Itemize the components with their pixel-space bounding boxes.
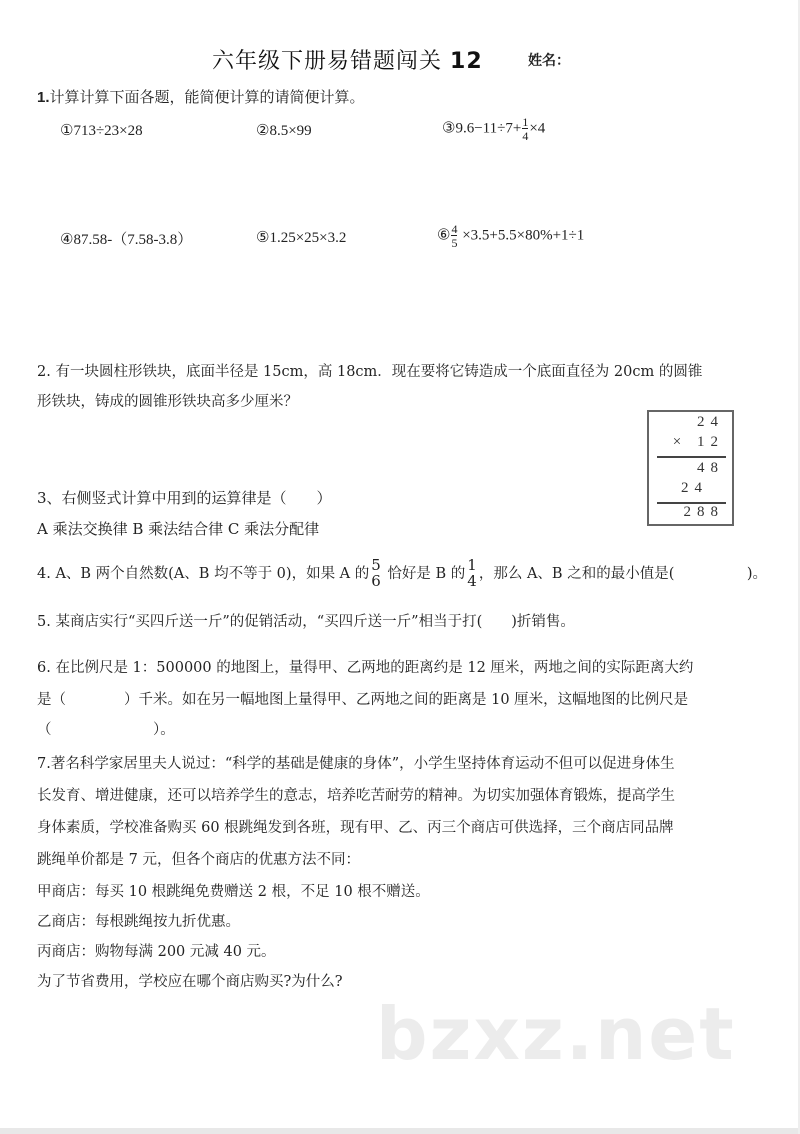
calc-item-5 <box>256 228 346 247</box>
calc-item-6: ⑥ $\frac{4}{5}$ ×3.5+5.5×80%+1÷1 <box>437 222 585 250</box>
question-1-prompt <box>37 86 365 107</box>
question-3-options: A 乘法交换律 B 乘法结合律 C 乘法分配律 <box>37 520 320 538</box>
calc-row-multiplicand: 24 <box>697 414 724 430</box>
question-1-number: 1. <box>37 89 50 106</box>
calc-item-label: ③ <box>442 120 456 137</box>
question-6-line-3: （ ）。 <box>37 722 175 738</box>
calc-item-label: ② <box>256 123 270 139</box>
calc-item-1 <box>60 121 143 140</box>
calc-item-expr: 87.58-（7.58-3.8） <box>73 232 193 248</box>
fraction: $\frac{4}{5}$ <box>451 222 458 250</box>
question-7-question: 为了节省费用，学校应在哪个商店购买?为什么? <box>37 974 343 990</box>
calc-row-partial-2: 24 <box>681 480 708 496</box>
question-7-line-4: 跳绳单价都是 7 元，但各个商店的优惠方法不同： <box>37 852 360 868</box>
shop-a-offer: 甲商店：每买 10 根跳绳免费赠送 2 根，不足 10 根不赠送。 <box>37 884 430 900</box>
calc-divider <box>657 456 726 458</box>
calc-item-label: ⑥ <box>437 227 451 244</box>
question-4: 4. A、B 两个自然数(A、B 均不等于 0)，如果 A 的 5 6 恰好是 B 的 1 4 ，那么 A、B 之和的最小值是( )。 <box>37 556 768 590</box>
calc-item-2 <box>256 121 312 140</box>
title-number: 12 <box>450 49 483 74</box>
calc-item-expr: 9.6−11÷7+ <box>455 120 522 137</box>
question-7-line-3: 身体素质，学校准备购买 60 根跳绳发到各班，现有甲、乙、丙三个商店可供选择，三个商店同品牌 <box>37 820 674 836</box>
calc-item-expr: 1.25×25×3.2 <box>269 230 347 246</box>
calc-item-label: ⑤ <box>256 230 270 246</box>
fraction: 5 6 <box>371 556 381 590</box>
shop-c-offer: 丙商店：购物每满 200 元减 40 元。 <box>37 944 276 960</box>
calc-row-multiplier: × 12 <box>672 434 724 450</box>
calc-item-3: ③9.6−11÷7+ $\frac{1}{4}$ ×4 <box>442 115 546 143</box>
watermark: bzxz.net <box>376 992 736 1076</box>
question-5: 5. 某商店实行“买四斤送一斤”的促销活动，“买四斤送一斤”相当于打( )折销售。 <box>37 614 575 630</box>
calc-row-partial-1: 48 <box>697 460 724 476</box>
calc-item-4 <box>60 228 192 249</box>
question-2-line-2: 形铁块，铸成的圆锥形铁块高多少厘米？ <box>37 394 298 410</box>
title-text: 六年级下册易错题闯关 <box>212 49 443 74</box>
question-3-prompt: 3、右侧竖式计算中用到的运算律是（ ） <box>37 489 332 507</box>
vertical-multiplication-box <box>647 410 734 526</box>
question-1-text: 计算计算下面各题，能简便计算的请简便计算。 <box>49 88 365 106</box>
shop-b-offer: 乙商店：每根跳绳按九折优惠。 <box>37 914 240 930</box>
question-7-line-1: 7.著名科学家居里夫人说过：“科学的基础是健康的身体”，小学生坚持体育运动不但可以促进身体生 <box>37 756 675 772</box>
calc-item-label: ① <box>60 123 74 139</box>
fraction: 1 4 <box>467 556 477 590</box>
calc-row-result: 288 <box>683 504 724 520</box>
name-label: 姓名： <box>528 53 570 69</box>
question-7-line-2: 长发育、增进健康，还可以培养学生的意志，培养吃苦耐劳的精神。为切实加强体育锻炼，提高学生 <box>37 788 675 804</box>
question-6-line-1: 6. 在比例尺是 1：500000 的地图上，量得甲、乙两地的距离约是 12 厘米，两地之间的实际距离大约 <box>37 660 694 676</box>
question-2-line-1: 2. 有一块圆柱形铁块，底面半径是 15cm，高 18cm．现在要将它铸造成一个底面直径为 20cm 的圆锥 <box>37 364 703 380</box>
calc-item-expr: 713÷23×28 <box>73 123 143 139</box>
calc-item-label: ④ <box>60 232 74 248</box>
worksheet-title <box>212 44 483 75</box>
fraction: $\frac{1}{4}$ <box>522 115 529 143</box>
page-bottom-edge <box>0 1128 800 1134</box>
question-6-line-2: 是（ ）千米。如在另一幅地图上量得甲、乙两地之间的距离是 10 厘米，这幅地图的比例尺是 <box>37 692 689 708</box>
calc-item-expr: 8.5×99 <box>269 123 312 139</box>
